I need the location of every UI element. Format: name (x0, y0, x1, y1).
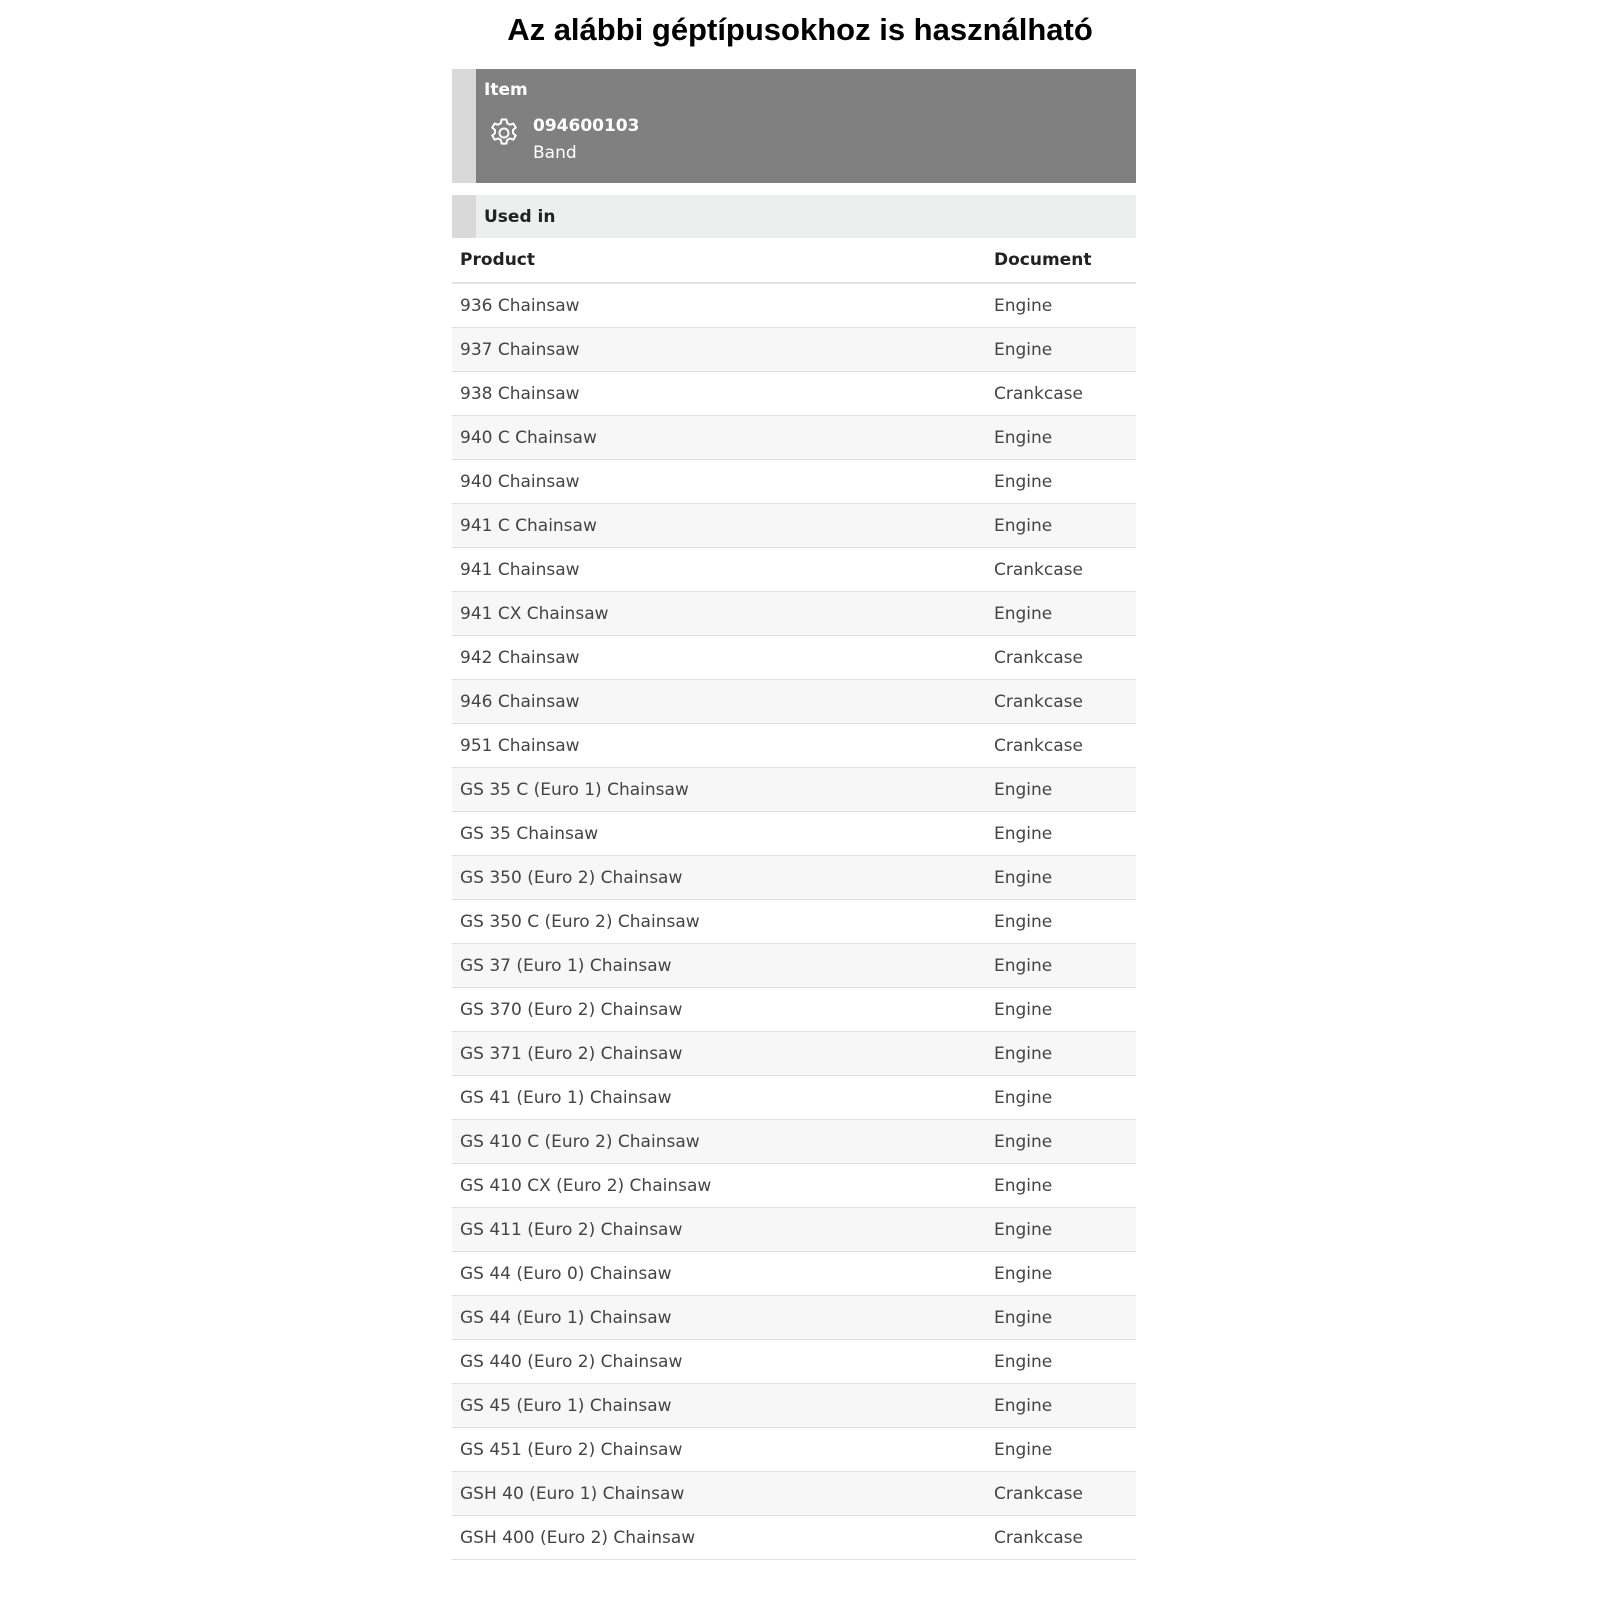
product-cell[interactable]: 941 CX Chainsaw (452, 592, 986, 636)
used-in-table (452, 238, 1136, 1560)
item-header (452, 69, 1136, 183)
document-cell[interactable]: Engine (986, 988, 1136, 1032)
product-cell[interactable]: 940 Chainsaw (452, 460, 986, 504)
document-cell[interactable]: Crankcase (986, 1516, 1136, 1560)
used-in-label: Used in (484, 207, 556, 227)
product-cell[interactable]: 942 Chainsaw (452, 636, 986, 680)
column-header-document[interactable]: Document (986, 238, 1136, 283)
product-cell[interactable]: GS 350 (Euro 2) Chainsaw (452, 856, 986, 900)
document-cell[interactable]: Engine (986, 1296, 1136, 1340)
document-cell[interactable]: Engine (986, 416, 1136, 460)
table-row[interactable] (452, 680, 1136, 724)
used-in-accent (452, 195, 476, 238)
product-cell[interactable]: 937 Chainsaw (452, 328, 986, 372)
table-row[interactable] (452, 328, 1136, 372)
table-row[interactable] (452, 460, 1136, 504)
table-row[interactable] (452, 724, 1136, 768)
document-cell[interactable]: Engine (986, 1120, 1136, 1164)
product-cell[interactable]: 941 Chainsaw (452, 548, 986, 592)
product-cell[interactable]: GS 350 C (Euro 2) Chainsaw (452, 900, 986, 944)
page-title: Az alábbi géptípusokhoz is használható (507, 12, 1093, 47)
document-cell[interactable]: Engine (986, 900, 1136, 944)
table-row[interactable] (452, 636, 1136, 680)
table-row[interactable] (452, 1120, 1136, 1164)
product-cell[interactable]: GS 370 (Euro 2) Chainsaw (452, 988, 986, 1032)
document-cell[interactable]: Engine (986, 1076, 1136, 1120)
product-cell[interactable]: GS 44 (Euro 0) Chainsaw (452, 1252, 986, 1296)
product-cell[interactable]: GS 44 (Euro 1) Chainsaw (452, 1296, 986, 1340)
product-cell[interactable]: GS 410 C (Euro 2) Chainsaw (452, 1120, 986, 1164)
table-row[interactable] (452, 1428, 1136, 1472)
table-row[interactable] (452, 372, 1136, 416)
product-cell[interactable]: 938 Chainsaw (452, 372, 986, 416)
item-label: Item (484, 80, 528, 100)
table-row[interactable] (452, 1252, 1136, 1296)
table-row[interactable] (452, 1472, 1136, 1516)
product-cell[interactable]: 936 Chainsaw (452, 283, 986, 328)
table-header-row (452, 238, 1136, 283)
document-cell[interactable]: Engine (986, 460, 1136, 504)
used-in-header (452, 195, 1136, 238)
document-cell[interactable]: Engine (986, 283, 1136, 328)
document-cell[interactable]: Engine (986, 1032, 1136, 1076)
item-number: 094600103 (533, 116, 640, 136)
gear-icon (487, 116, 521, 150)
document-cell[interactable]: Engine (986, 1164, 1136, 1208)
document-cell[interactable]: Engine (986, 1252, 1136, 1296)
table-row[interactable] (452, 1032, 1136, 1076)
product-cell[interactable]: GS 45 (Euro 1) Chainsaw (452, 1384, 986, 1428)
table-row[interactable] (452, 944, 1136, 988)
product-cell[interactable]: 941 C Chainsaw (452, 504, 986, 548)
product-cell[interactable]: GS 35 Chainsaw (452, 812, 986, 856)
table-row[interactable] (452, 812, 1136, 856)
item-name: Band (533, 143, 577, 163)
document-cell[interactable]: Engine (986, 592, 1136, 636)
document-cell[interactable]: Engine (986, 1428, 1136, 1472)
item-panel (452, 69, 1136, 1560)
product-cell[interactable]: GS 371 (Euro 2) Chainsaw (452, 1032, 986, 1076)
table-row[interactable] (452, 900, 1136, 944)
product-cell[interactable]: GS 410 CX (Euro 2) Chainsaw (452, 1164, 986, 1208)
document-cell[interactable]: Engine (986, 1384, 1136, 1428)
table-row[interactable] (452, 1384, 1136, 1428)
table-row[interactable] (452, 416, 1136, 460)
document-cell[interactable]: Crankcase (986, 372, 1136, 416)
table-row[interactable] (452, 548, 1136, 592)
document-cell[interactable]: Crankcase (986, 724, 1136, 768)
table-row[interactable] (452, 1164, 1136, 1208)
document-cell[interactable]: Engine (986, 944, 1136, 988)
document-cell[interactable]: Engine (986, 768, 1136, 812)
document-cell[interactable]: Crankcase (986, 680, 1136, 724)
table-row[interactable] (452, 283, 1136, 328)
table-row[interactable] (452, 1208, 1136, 1252)
product-cell[interactable]: GSH 400 (Euro 2) Chainsaw (452, 1516, 986, 1560)
document-cell[interactable]: Engine (986, 504, 1136, 548)
product-cell[interactable]: 946 Chainsaw (452, 680, 986, 724)
document-cell[interactable]: Engine (986, 1208, 1136, 1252)
table-row[interactable] (452, 1516, 1136, 1560)
document-cell[interactable]: Crankcase (986, 636, 1136, 680)
product-cell[interactable]: GS 37 (Euro 1) Chainsaw (452, 944, 986, 988)
item-header-accent (452, 69, 476, 183)
column-header-product[interactable]: Product (452, 238, 986, 283)
table-row[interactable] (452, 988, 1136, 1032)
document-cell[interactable]: Crankcase (986, 548, 1136, 592)
document-cell[interactable]: Engine (986, 1340, 1136, 1384)
product-cell[interactable]: GS 411 (Euro 2) Chainsaw (452, 1208, 986, 1252)
table-body (452, 283, 1136, 1560)
product-cell[interactable]: GS 41 (Euro 1) Chainsaw (452, 1076, 986, 1120)
product-cell[interactable]: 951 Chainsaw (452, 724, 986, 768)
table-row[interactable] (452, 768, 1136, 812)
table-row[interactable] (452, 1076, 1136, 1120)
table-row[interactable] (452, 1340, 1136, 1384)
table-row[interactable] (452, 856, 1136, 900)
product-cell[interactable]: GSH 40 (Euro 1) Chainsaw (452, 1472, 986, 1516)
document-cell[interactable]: Engine (986, 812, 1136, 856)
document-cell[interactable]: Engine (986, 856, 1136, 900)
product-cell[interactable]: GS 35 C (Euro 1) Chainsaw (452, 768, 986, 812)
table-row[interactable] (452, 504, 1136, 548)
product-cell[interactable]: GS 451 (Euro 2) Chainsaw (452, 1428, 986, 1472)
document-cell[interactable]: Crankcase (986, 1472, 1136, 1516)
table-row[interactable] (452, 592, 1136, 636)
document-cell[interactable]: Engine (986, 328, 1136, 372)
product-cell[interactable]: 940 C Chainsaw (452, 416, 986, 460)
product-cell[interactable]: GS 440 (Euro 2) Chainsaw (452, 1340, 986, 1384)
table-row[interactable] (452, 1296, 1136, 1340)
